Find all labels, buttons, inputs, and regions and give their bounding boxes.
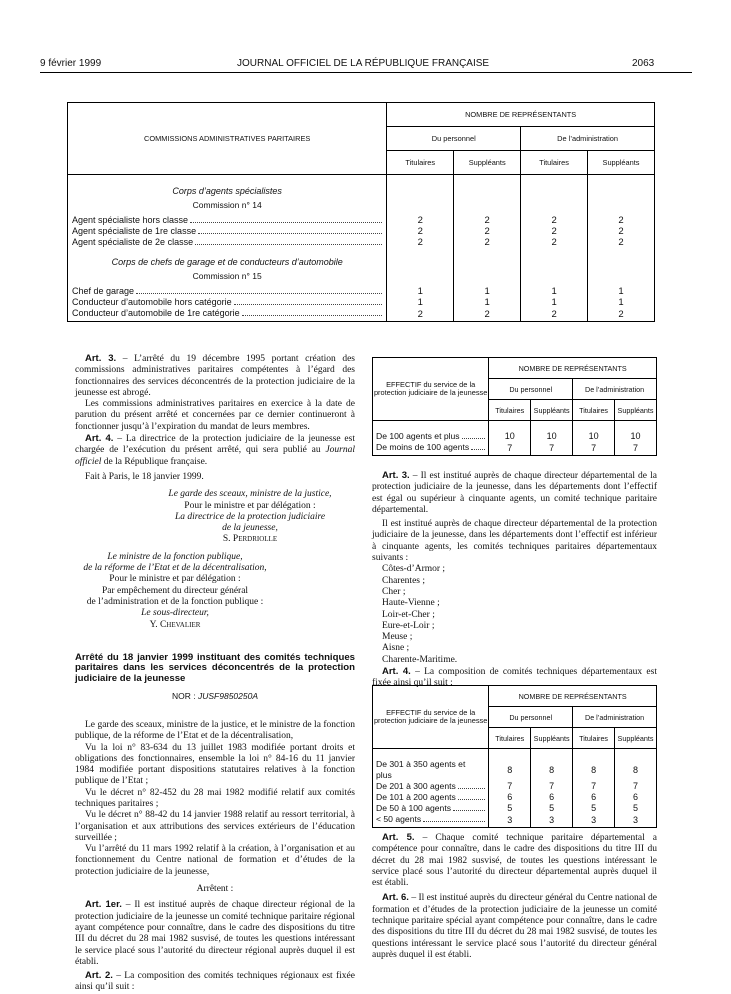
list-item: Côtes-d’Armor ; (382, 564, 446, 575)
cell-value: 7 (489, 442, 531, 456)
regional-committees-table (372, 357, 657, 456)
row-label: Conducteur d’automobile de 1re catégorie (72, 308, 382, 319)
section-commission: Commission n° 14 (68, 198, 387, 215)
article-label: Art. 4. (382, 666, 411, 678)
nor-code: JUSF9850250A (197, 690, 258, 701)
paragraph: Vu le décret n° 82-452 du 28 mai 1982 modifié relatif aux comités techniques paritaires ; (75, 787, 355, 809)
header-journal-title: JOURNAL OFFICIEL DE LA RÉPUBLIQUE FRANÇAISE (237, 58, 490, 69)
table-row (373, 442, 657, 456)
cell-value: 7 (573, 442, 615, 456)
cell-value: 1 (588, 297, 655, 308)
cell-value: 7 (531, 781, 573, 792)
table-row (68, 308, 655, 322)
header-date: 9 février 1999 (40, 58, 102, 69)
cell-value: 6 (489, 792, 531, 803)
cell-value: 3 (615, 814, 657, 828)
cell-value: 2 (588, 237, 655, 248)
article-text: – La composition des comités techniques régionaux est fixée ainsi qu’il suit : (75, 971, 355, 993)
list-item: Loir-et-Cher ; (382, 609, 435, 620)
cell-value: 1 (521, 286, 588, 297)
sub-admin: De l’administration (521, 127, 655, 151)
signature-line: de la réforme de l’Etat et de la décentralisation, (83, 563, 267, 574)
arretent: Arrêtent : (196, 884, 234, 895)
paragraph: Vu l’arrêté du 11 mars 1992 relatif à la création, à l’organisation et au fonctionnement du Centre national de formation et d’études de la protection judiciaire de la jeunesse, (75, 844, 355, 877)
group-header: NOMBRE DE REPRÉSENTANTS (387, 103, 655, 127)
table-row (373, 431, 657, 442)
list-item: Charente-Maritime. (382, 654, 458, 665)
cell-value: 1 (454, 286, 521, 297)
article-label: Art. 2. (85, 970, 113, 982)
article-text: – Il est institué auprès de chaque directeur régional de la protection judiciaire de la jeunesse un comité technique paritaire régional ayant compétence pour connaître, dans le cadre des dispositions du titre III du décret du 28 mai 1982 susvisé, de toutes les questions intéressant le service placé sous l’autorité du directeur régional auprès duquel il est établi. (75, 900, 355, 967)
col-commissions-header: COMMISSIONS ADMINISTRATIVES PARITAIRES (68, 103, 387, 175)
left-column (75, 353, 355, 994)
group-header: NOMBRE DE REPRÉSENTANTS (489, 358, 657, 379)
article-text: – Il est institué auprès du directeur général du Centre national de formation et d’études de la protection judiciaire de la jeunesse un comité technique paritaire spécial ayant compétence pour connaître, dans le cadre des dispositions du titre III du décret du 28 mai 1982 susvisé, de toutes les questions intéressant le service placé sous l’autorité du directeur général auprès duquel il est établi. (372, 893, 657, 960)
article-label: Art. 6. (382, 892, 409, 904)
article-label: Art. 4. (85, 433, 114, 445)
col-titulaires: Titulaires (489, 728, 531, 749)
article-label: Art. 3. (382, 470, 410, 481)
paragraph: Vu le décret n° 88-42 du 14 janvier 1988 relatif au ressort territorial, à l’organisation et aux attributions des services extérieurs de l’éducation surveillée ; (75, 810, 355, 843)
cell-value: 2 (387, 308, 454, 322)
cell-value: 5 (615, 803, 657, 814)
table-row (373, 803, 657, 814)
paragraph: Le garde des sceaux, ministre de la justice, et le ministre de la fonction publique, de la réforme de l’Etat et de la décentralisation, (75, 719, 355, 742)
cell-value: 7 (489, 781, 531, 792)
cell-value: 2 (588, 215, 655, 226)
row-label: De moins de 100 agents (376, 442, 485, 453)
cell-value: 2 (387, 237, 454, 248)
col-titulaires: Titulaires (387, 151, 454, 175)
cell-value: 8 (531, 759, 573, 781)
row-label: Agent spécialiste de 1re classe (72, 226, 382, 237)
article-text: – La directrice de la protection judiciaire de la jeunesse est chargée de l’exécution du présent arrêté, qui sera publié au (75, 434, 355, 456)
signature-line: Le ministre de la fonction publique, (107, 551, 243, 562)
cell-value: 7 (573, 781, 615, 792)
signature-line: Pour le ministre et par délégation : (184, 500, 316, 511)
row-label: Chef de garage (72, 286, 382, 297)
signature-line: Par empêchement du directeur général (101, 585, 249, 596)
row-label: Conducteur d’automobile hors catégorie (72, 297, 382, 308)
cell-value: 1 (387, 286, 454, 297)
right-column-upper (372, 470, 657, 690)
col-titulaires: Titulaires (573, 728, 615, 749)
list-item: Haute-Vienne ; (382, 598, 440, 609)
col-suppleants: Suppléants (615, 728, 657, 749)
cell-value: 2 (521, 215, 588, 226)
cell-value: 6 (573, 792, 615, 803)
cell-value: 2 (387, 215, 454, 226)
table-row (68, 226, 655, 237)
paragraph: Vu la loi n° 83-634 du 13 juillet 1983 modifiée portant droits et obligations des fonctionnaires, ensemble la loi n° 84-16 du 11 janvier 1984 modifiée portant dispositions statutaires relatives à la fonction publique de l’Etat ; (75, 742, 355, 787)
cell-value: 7 (531, 442, 573, 456)
article-label: Art. 5. (382, 832, 415, 843)
cell-value: 1 (387, 297, 454, 308)
effectif-header: EFFECTIF du service de la protection judiciaire de la jeunesse (373, 686, 489, 749)
section-title: Corps d’agents spécialistes (68, 175, 387, 199)
list-item: Charentes ; (382, 575, 426, 586)
signature-name: S. Perdriolle (222, 534, 278, 545)
cell-value: 2 (454, 215, 521, 226)
cell-value: 1 (588, 286, 655, 297)
cell-value: 6 (531, 792, 573, 803)
table-row (373, 792, 657, 803)
article-text: – Il est institué auprès de chaque directeur départemental de la protection judiciaire de la jeunesse, dans les départements dont l’effectif est égal ou supérieur à cinquante agents, un comité technique paritaire départemental. (372, 471, 657, 515)
signature-block-1 (75, 489, 355, 545)
article-text-italic: Journal officiel (75, 445, 355, 467)
cell-value: 2 (454, 308, 521, 322)
cell-value: 2 (387, 226, 454, 237)
signature-line: La directrice de la protection judiciaire (174, 511, 326, 522)
col-suppleants: Suppléants (588, 151, 655, 175)
col-suppleants: Suppléants (454, 151, 521, 175)
cell-value: 1 (521, 297, 588, 308)
cell-value: 2 (588, 226, 655, 237)
article-text: de la République française. (101, 456, 208, 467)
table-row (373, 781, 657, 792)
row-label: De 50 à 100 agents (376, 803, 485, 814)
row-label: < 50 agents (376, 814, 485, 825)
right-column-lower (372, 832, 657, 961)
list-item: Aisne ; (382, 643, 410, 654)
departements-list (372, 564, 657, 666)
signature-name: Y. Chevalier (149, 619, 201, 630)
signature-block-2 (75, 552, 275, 631)
cell-value: 1 (454, 297, 521, 308)
cell-value: 2 (521, 308, 588, 322)
cell-value: 6 (615, 792, 657, 803)
departmental-committees-table (372, 685, 657, 828)
cell-value: 8 (615, 759, 657, 781)
cell-value: 5 (531, 803, 573, 814)
table-row (373, 814, 657, 828)
row-label: De 101 à 200 agents (376, 792, 485, 803)
cell-value: 10 (615, 431, 657, 442)
signature-line: Le garde des sceaux, ministre de la justice, (168, 489, 332, 500)
paragraph: Il est institué auprès de chaque directeur départemental de la protection judiciaire de la jeunesse, dans les départements dont l’effectif est inférieur à cinquante agents, les comités techniques paritaires départementaux suivants : (372, 519, 657, 564)
fait-line: Fait à Paris, le 18 janvier 1999. (85, 471, 204, 482)
cell-value: 5 (573, 803, 615, 814)
table-row (68, 237, 655, 248)
cell-value: 3 (531, 814, 573, 828)
list-item: Cher ; (382, 586, 406, 597)
col-titulaires: Titulaires (489, 400, 531, 421)
paragraph: Les commissions administratives paritaires en exercice à la date de parution du présent arrêté et concernées par ce dernier continueront à fonctionner jusqu’à l’expiration du mandat de leurs membres. (75, 399, 355, 432)
article-text: – Chaque comité technique paritaire départemental a compétence pour connaître, dans le cadre des dispositions du titre III du décret du 28 mai 1982 susvisé, de toutes les questions intéressant le service placé sous l’autorité du directeur départemental auprès duquel il est établi. (372, 833, 657, 889)
cell-value: 7 (615, 781, 657, 792)
col-titulaires: Titulaires (521, 151, 588, 175)
list-item: Eure-et-Loir ; (382, 620, 435, 631)
group-header: NOMBRE DE REPRÉSENTANTS (489, 686, 657, 707)
table-row (373, 759, 657, 781)
article-text: – L’arrêté du 19 décembre 1995 portant création des commissions administratives paritaires compétentes à l’égard des fonctionnaires des services déconcentrés de la protection judiciaire de la jeunesse est abrogé. (75, 354, 355, 398)
col-suppleants: Suppléants (531, 728, 573, 749)
cell-value: 7 (615, 442, 657, 456)
cell-value: 3 (489, 814, 531, 828)
col-titulaires: Titulaires (573, 400, 615, 421)
row-label: De 301 à 350 agents et plus (376, 759, 485, 781)
section-title: Corps de chefs de garage et de conducteurs d’automobile (68, 248, 387, 269)
arrete-title: Arrêté du 18 janvier 1999 instituant des comités techniques paritaires dans les services déconcentrés de la protection judiciaire de la jeunesse (75, 651, 355, 685)
sub-personnel: Du personnel (489, 379, 573, 400)
cell-value: 2 (454, 237, 521, 248)
col-suppleants: Suppléants (615, 400, 657, 421)
cell-value: 8 (573, 759, 615, 781)
sub-admin: De l’administration (573, 379, 657, 400)
row-label: Agent spécialiste de 2e classe (72, 237, 382, 248)
header-rule (40, 72, 692, 73)
cell-value: 10 (573, 431, 615, 442)
cell-value: 2 (454, 226, 521, 237)
list-item: Meuse ; (382, 632, 413, 643)
cell-value: 8 (489, 759, 531, 781)
signature-line: Pour le ministre et par délégation : (109, 574, 241, 585)
table-row (68, 215, 655, 226)
sub-personnel: Du personnel (387, 127, 521, 151)
cell-value: 10 (531, 431, 573, 442)
cell-value: 2 (521, 226, 588, 237)
article-text: – La composition de comités techniques départementaux est fixée ainsi qu’il suit : (372, 667, 657, 689)
signature-line: de l’administration et de la fonction publique : (86, 596, 264, 607)
cell-value: 3 (573, 814, 615, 828)
header-page-number: 2063 (632, 58, 655, 69)
section-commission: Commission n° 15 (68, 269, 387, 286)
cell-value: 2 (588, 308, 655, 322)
table-row (68, 297, 655, 308)
cell-value: 10 (489, 431, 531, 442)
col-suppleants: Suppléants (531, 400, 573, 421)
row-label: Agent spécialiste hors classe (72, 215, 382, 226)
cell-value: 5 (489, 803, 531, 814)
sub-admin: De l’administration (573, 707, 657, 728)
sub-personnel: Du personnel (489, 707, 573, 728)
row-label: De 100 agents et plus (376, 431, 485, 442)
signature-line: Le sous-directeur, (141, 608, 209, 619)
table-row (68, 286, 655, 297)
row-label: De 201 à 300 agents (376, 781, 485, 792)
effectif-header: EFFECTIF du service de la protection judiciaire de la jeunesse (373, 358, 489, 421)
article-label: Art. 3. (85, 353, 117, 364)
nor-label: NOR : (172, 690, 198, 701)
commissions-table (67, 102, 655, 322)
article-label: Art. 1er. (85, 899, 122, 911)
cell-value: 2 (521, 237, 588, 248)
signature-line: de la jeunesse, (222, 523, 278, 534)
